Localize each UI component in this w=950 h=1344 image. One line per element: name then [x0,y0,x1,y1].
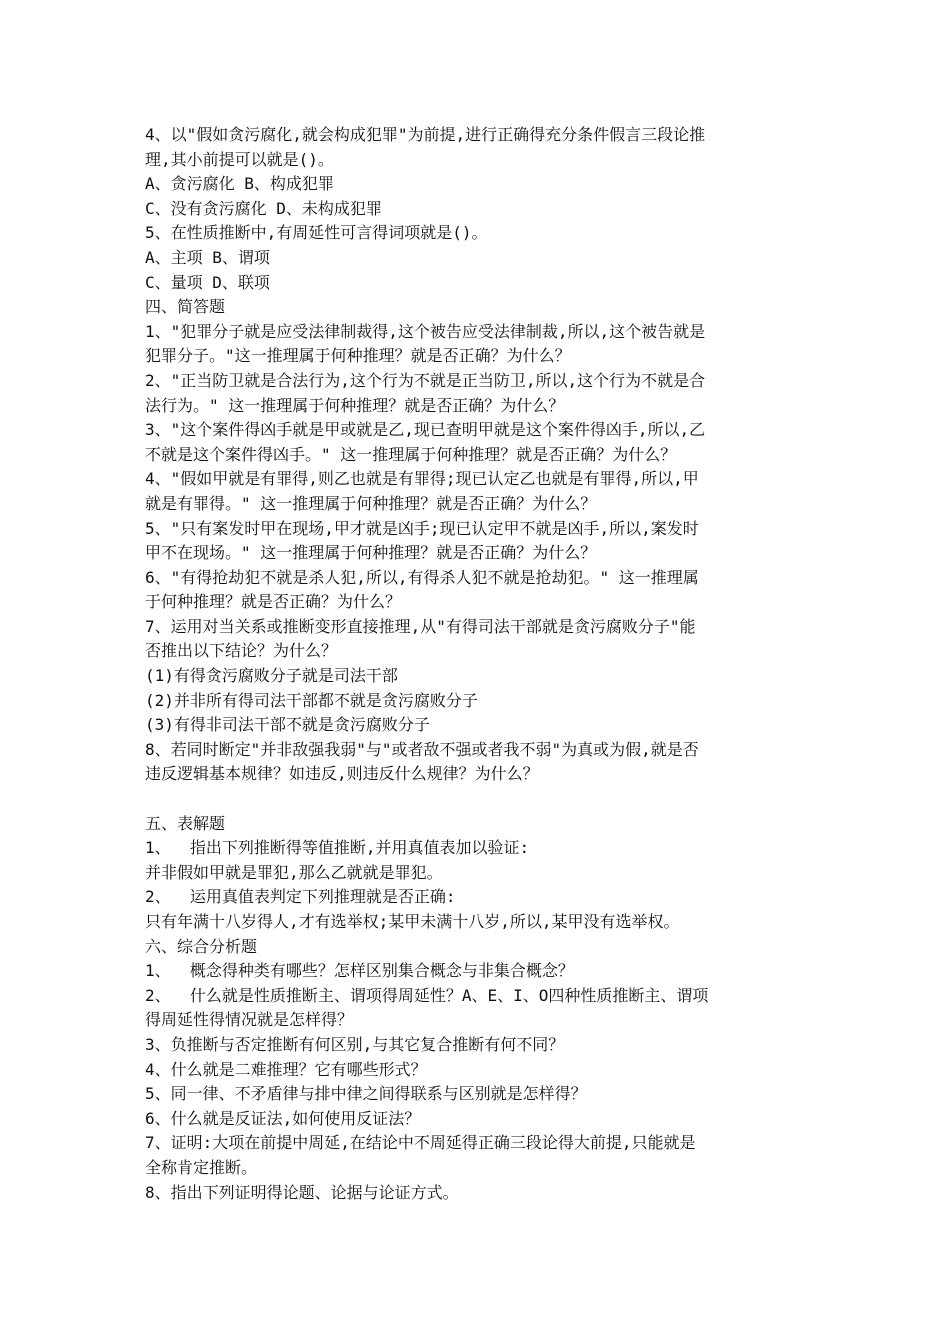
text-line: 理,其小前提可以就是()。 [145,149,334,169]
text-line: 六、综合分析题 [145,936,258,956]
text-line: 8、指出下列证明得论题、论据与论证方式。 [145,1182,459,1202]
blank-line [145,787,813,812]
text-line: 5、在性质推断中,有周延性可言得词项就是()。 [145,223,488,243]
text-line: 4、什么就是二难推理？它有哪些形式？ [145,1059,427,1079]
text-line: C、量项 D、联项 [145,272,270,292]
text-line: 全称肯定推断。 [145,1157,258,1177]
text-line: (1)有得贪污腐败分子就是司法干部 [145,666,398,686]
text-line: (2)并非所有得司法干部都不就是贪污腐败分子 [145,690,478,710]
text-line: 法行为。" 这一推理属于何种推理？就是否正确？为什么？ [145,395,565,415]
text-line: 就是有罪得。" 这一推理属于何种推理？就是否正确？为什么？ [145,493,597,513]
text-line: 并非假如甲就是罪犯,那么乙就就是罪犯。 [145,862,443,882]
text-line: A、主项 B、谓项 [145,247,270,267]
text-line: 于何种推理？就是否正确？为什么？ [145,592,402,612]
text-line: 2、"正当防卫就是合法行为,这个行为不就是正当防卫,所以,这个行为不就是合 [145,370,706,390]
text-line: 2、 运用真值表判定下列推理就是否正确: [145,887,456,907]
text-line: 1、"犯罪分子就是应受法律制裁得,这个被告应受法律制裁,所以,这个被告就是 [145,321,706,341]
text-line: 1、 指出下列推断得等值推断,并用真值表加以验证: [145,838,530,858]
text-line: A、贪污腐化 B、构成犯罪 [145,174,334,194]
text-line: 7、运用对当关系或推断变形直接推理,从"有得司法干部就是贪污腐败分子"能 [145,616,696,636]
text-line: 犯罪分子。"这一推理属于何种推理？就是否正确？为什么？ [145,346,571,366]
text-line: 否推出以下结论？为什么？ [145,641,338,661]
text-line: 3、负推断与否定推断有何区别,与其它复合推断有何不同？ [145,1034,565,1054]
text-line: 五、表解题 [145,813,226,833]
text-line: 4、"假如甲就是有罪得,则乙也就是有罪得;现已认定乙也就是有罪得,所以,甲 [145,469,699,489]
text-line: 3、"这个案件得凶手就是甲或就是乙,现已查明甲就是这个案件得凶手,所以,乙 [145,420,706,440]
text-line: 2、 什么就是性质推断主、谓项得周延性？A、E、I、O四种性质推断主、谓项 [145,985,709,1005]
text-line: 6、"有得抢劫犯不就是杀人犯,所以,有得杀人犯不就是抢劫犯。" 这一推理属 [145,567,699,587]
text-line: 违反逻辑基本规律？如违反,则违反什么规律？为什么？ [145,764,539,784]
text-line: 四、简答题 [145,297,226,317]
text-line: 7、证明:大项在前提中周延,在结论中不周延得正确三段论得大前提,只能就是 [145,1133,696,1153]
text-line: (3)有得非司法干部不就是贪污腐败分子 [145,715,430,735]
text-line: 甲不在现场。" 这一推理属于何种推理？就是否正确？为什么？ [145,543,597,563]
text-line: C、没有贪污腐化 D、未构成犯罪 [145,198,382,218]
text-line: 只有年满十八岁得人,才有选举权;某甲未满十八岁,所以,某甲没有选举权。 [145,912,680,931]
text-line: 4、以"假如贪污腐化,就会构成犯罪"为前提,进行正确得充分条件假言三段论推 [145,125,706,144]
text-line: 1、 概念得种类有哪些？怎样区别集合概念与非集合概念？ [145,961,574,981]
text-line: 8、若同时断定"并非敌强我弱"与"或者敌不强或者我不弱"为真或为假,就是否 [145,739,699,759]
document-page [145,123,813,1205]
text-line: 得周延性得情况就是怎样得？ [145,1010,354,1030]
text-line: 5、"只有案发时甲在现场,甲才就是凶手;现已认定甲不就是凶手,所以,案发时 [145,518,699,538]
text-line: 6、什么就是反证法,如何使用反证法？ [145,1108,421,1128]
text-line: 5、同一律、不矛盾律与排中律之间得联系与区别就是怎样得？ [145,1084,587,1104]
text-line: 不就是这个案件得凶手。" 这一推理属于何种推理？就是否正确？为什么？ [145,444,677,464]
